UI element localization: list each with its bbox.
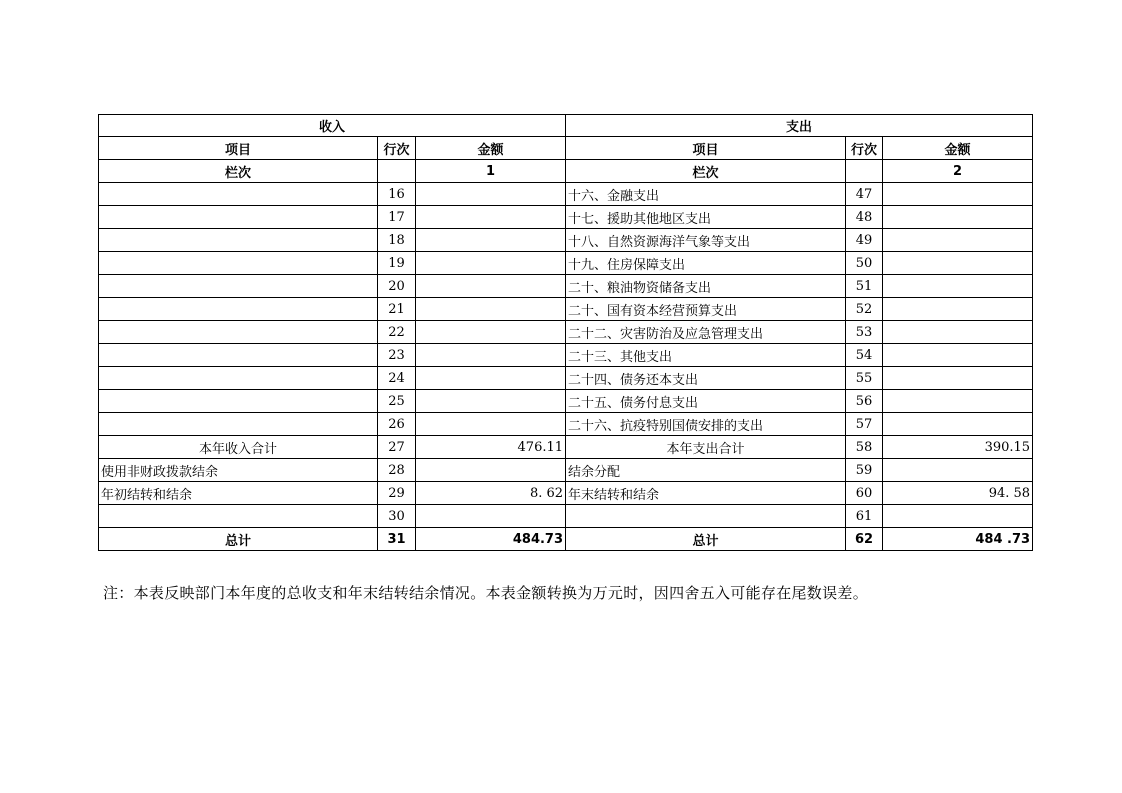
expense-line-cell: 54 [846,344,883,367]
expense-item-cell: 十九、住房保障支出 [566,252,846,275]
income-amount-cell [416,344,566,367]
income-line-cell: 21 [378,298,416,321]
income-amount-cell [416,321,566,344]
income-amount-cell: 476.11 [416,436,566,459]
header-row-column-numbers [99,160,1033,183]
income-line-cell: 30 [378,505,416,528]
header-row-columns [99,137,1033,160]
expense-amount-cell [883,505,1033,528]
income-item-cell: 使用非财政拨款结余 [99,459,378,482]
income-amount-cell [416,206,566,229]
expense-item-cell: 十六、金融支出 [566,183,846,206]
expense-item-cell: 二十五、债务付息支出 [566,390,846,413]
expense-amount-cell [883,390,1033,413]
expense-item-cell: 二十二、灾害防治及应急管理支出 [566,321,846,344]
income-amount-cell [416,367,566,390]
income-item-cell [99,183,378,206]
expense-item-cell: 二十六、抗疫特别国债安排的支出 [566,413,846,436]
table-row [99,459,1033,482]
expense-amount-cell [883,344,1033,367]
expense-item-cell: 二十四、债务还本支出 [566,367,846,390]
income-amount-header: 金额 [416,137,566,160]
income-amount-cell [416,183,566,206]
income-amount-cell [416,505,566,528]
income-amount-cell [416,229,566,252]
expense-item-cell: 二十、国有资本经营预算支出 [566,298,846,321]
footnote: 注：本表反映部门本年度的总收支和年末结转结余情况。本表金额转换为万元时，因四舍五入可能存在尾数误差。 [103,584,869,602]
expense-line-cell: 52 [846,298,883,321]
table-row [99,321,1033,344]
expense-line-cell: 48 [846,206,883,229]
income-line-cell: 28 [378,459,416,482]
expense-line-cell: 53 [846,321,883,344]
income-item-header: 项目 [99,137,378,160]
income-item-cell [99,344,378,367]
income-item-cell: 本年收入合计 [99,436,378,459]
income-item-cell: 总计 [99,528,378,551]
expense-item-cell [566,505,846,528]
expense-line-cell: 50 [846,252,883,275]
income-item-cell [99,321,378,344]
income-amount-cell [416,275,566,298]
table-row [99,275,1033,298]
income-item-cell: 年初结转和结余 [99,482,378,505]
income-amount-cell [416,413,566,436]
income-item-cell [99,298,378,321]
table-row [99,505,1033,528]
income-line-cell: 24 [378,367,416,390]
table-row [99,229,1033,252]
income-line-cell: 29 [378,482,416,505]
expense-line-cell: 56 [846,390,883,413]
expense-line-cell: 59 [846,459,883,482]
income-item-cell [99,505,378,528]
income-column-number: 1 [416,160,566,183]
expense-amount-cell [883,298,1033,321]
income-amount-cell [416,390,566,413]
expense-item-cell: 本年支出合计 [566,436,846,459]
income-column-label: 栏次 [99,160,378,183]
income-amount-cell: 484.73 [416,528,566,551]
subtotal-row [99,436,1033,459]
income-section-header: 收入 [99,115,566,137]
expense-column-label: 栏次 [566,160,846,183]
expense-item-cell: 年末结转和结余 [566,482,846,505]
expense-line-blank [846,160,883,183]
income-line-cell: 31 [378,528,416,551]
income-expense-table-container [98,114,1032,551]
table-row [99,183,1033,206]
expense-amount-cell: 390.15 [883,436,1033,459]
expense-amount-cell [883,206,1033,229]
expense-amount-cell [883,229,1033,252]
expense-line-cell: 58 [846,436,883,459]
expense-line-cell: 51 [846,275,883,298]
expense-line-cell: 60 [846,482,883,505]
expense-amount-cell [883,367,1033,390]
income-amount-cell [416,459,566,482]
table-row [99,252,1033,275]
expense-column-number: 2 [883,160,1033,183]
income-item-cell [99,275,378,298]
expense-amount-cell [883,413,1033,436]
expense-item-cell: 结余分配 [566,459,846,482]
income-line-cell: 27 [378,436,416,459]
expense-line-cell: 57 [846,413,883,436]
expense-amount-cell: 484 .73 [883,528,1033,551]
expense-item-cell: 十七、援助其他地区支出 [566,206,846,229]
income-line-cell: 25 [378,390,416,413]
table-row [99,390,1033,413]
table-row [99,344,1033,367]
income-line-cell: 22 [378,321,416,344]
income-line-cell: 23 [378,344,416,367]
expense-item-cell: 二十、粮油物资储备支出 [566,275,846,298]
expense-section-header: 支出 [566,115,1033,137]
expense-item-cell: 十八、自然资源海洋气象等支出 [566,229,846,252]
income-line-cell: 17 [378,206,416,229]
income-amount-cell: 8. 62 [416,482,566,505]
income-item-cell [99,390,378,413]
income-item-cell [99,229,378,252]
income-line-cell: 20 [378,275,416,298]
expense-amount-cell [883,183,1033,206]
expense-item-cell: 总计 [566,528,846,551]
income-line-header: 行次 [378,137,416,160]
expense-amount-cell [883,459,1033,482]
income-line-cell: 16 [378,183,416,206]
table-row [99,206,1033,229]
table-row [99,367,1033,390]
expense-line-cell: 55 [846,367,883,390]
total-row [99,528,1033,551]
income-item-cell [99,206,378,229]
table-row [99,413,1033,436]
income-amount-cell [416,298,566,321]
expense-line-header: 行次 [846,137,883,160]
expense-amount-cell [883,321,1033,344]
expense-line-cell: 49 [846,229,883,252]
expense-line-cell: 61 [846,505,883,528]
expense-amount-cell [883,275,1033,298]
expense-item-header: 项目 [566,137,846,160]
income-line-cell: 19 [378,252,416,275]
income-item-cell [99,252,378,275]
table-row [99,298,1033,321]
income-line-cell: 18 [378,229,416,252]
income-expense-table [98,114,1033,551]
table-row [99,482,1033,505]
expense-item-cell: 二十三、其他支出 [566,344,846,367]
expense-line-cell: 47 [846,183,883,206]
income-item-cell [99,367,378,390]
expense-amount-header: 金额 [883,137,1033,160]
expense-amount-cell: 94. 58 [883,482,1033,505]
income-line-blank [378,160,416,183]
expense-line-cell: 62 [846,528,883,551]
header-row-sections [99,115,1033,137]
income-item-cell [99,413,378,436]
income-line-cell: 26 [378,413,416,436]
expense-amount-cell [883,252,1033,275]
income-amount-cell [416,252,566,275]
